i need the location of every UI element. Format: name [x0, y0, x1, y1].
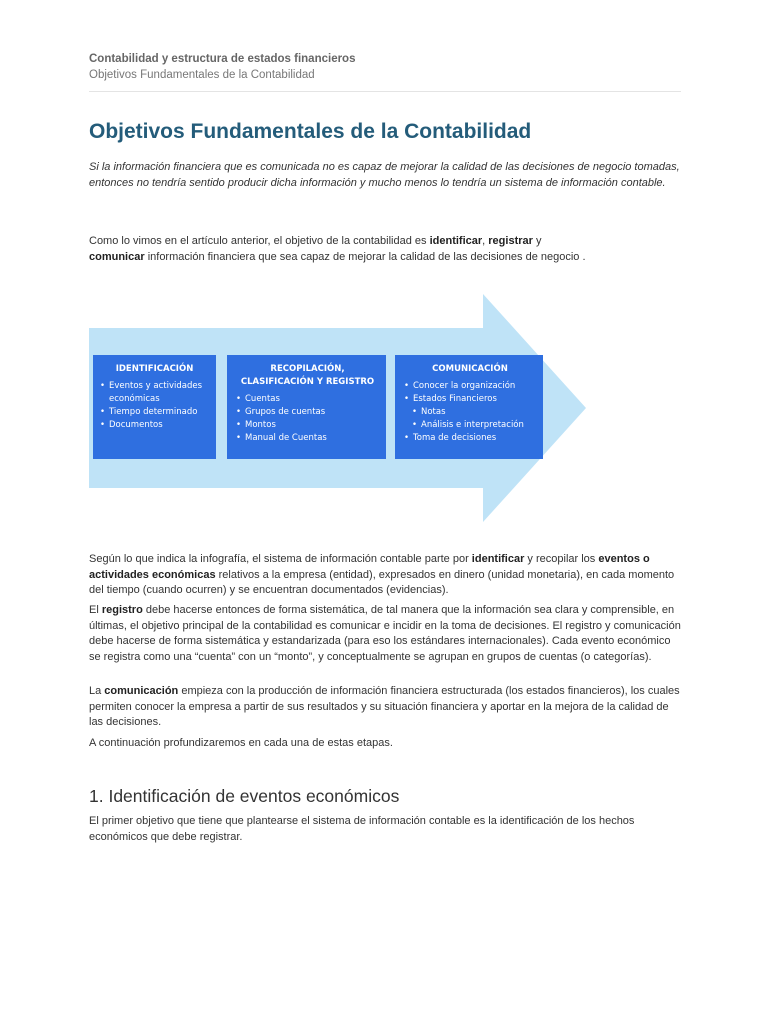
document-section-title: Objetivos Fundamentales de la Contabilidad — [89, 69, 315, 81]
box-item-list — [99, 380, 210, 432]
paragraph-text: y recopilar los — [524, 553, 599, 565]
box-title — [99, 363, 210, 376]
bold-term: identificar — [429, 235, 483, 247]
bold-term: comunicar — [89, 250, 145, 263]
paragraph-continuacion: A continuación profundizaremos en cada una de estas etapas. — [89, 737, 393, 749]
list-subitem: • Notas — [403, 406, 537, 419]
list-item: • Grupos de cuentas — [235, 406, 380, 419]
list-item: • Montos — [235, 419, 380, 432]
paragraph-text: La — [89, 685, 105, 697]
box-title-line: COMUNICACIÓN — [432, 364, 508, 374]
document-collection-title[interactable]: Contabilidad y estructura de estados financieros — [89, 53, 356, 65]
bold-term: identificar — [471, 553, 525, 565]
list-item: • Tiempo determinado — [99, 406, 210, 419]
box-identificacion — [93, 355, 216, 459]
list-item: • Estados Financieros — [403, 393, 537, 406]
list-item: • Toma de decisiones — [403, 432, 537, 445]
header-divider — [89, 91, 681, 92]
list-item: • Manual de Cuentas — [235, 432, 380, 445]
paragraph-text: , — [482, 235, 489, 247]
bold-term: eventos o actividades económicas — [89, 553, 650, 581]
paragraph-registro — [89, 603, 681, 665]
list-item: • Eventos y actividades — [99, 380, 210, 393]
bold-term: registrar — [488, 235, 533, 247]
paragraph-text: información financiera que sea capaz de mejorar la calidad de las decisiones de negocio . — [144, 250, 586, 263]
paragraph-text: relativos a la empresa (entidad), expresados en dinero (unidad monetaria), en cada momento del tiempo (cuando ocurren) y se encuentran documentados (evidencias). — [89, 568, 675, 596]
paragraph-primer-objetivo: El primer objetivo que tiene que plantearse el sistema de información contable es la identificación de los hechos económicos que debe registrar. — [89, 815, 635, 843]
box-title-line: IDENTIFICACIÓN — [115, 364, 194, 374]
list-item: • Conocer la organización — [403, 380, 537, 393]
paragraph-text: El — [89, 604, 102, 616]
bold-term: registro — [101, 604, 143, 616]
list-item: • Documentos — [99, 419, 210, 432]
paragraph-text: empieza con la producción de información financiera estructurada (los estados financieros), los cuales permiten conocer la empresa a partir de sus resultados y su situación financiera y aportar en la mejora de la calidad de las decisiones. — [89, 685, 680, 728]
list-item-continuation: económicas — [109, 394, 160, 404]
paragraph-comunicacion — [89, 684, 681, 731]
page-title: Objetivos Fundamentales de la Contabilidad — [89, 120, 532, 143]
box-item-list — [403, 380, 537, 445]
paragraph-text: y — [532, 235, 542, 247]
box-item-list — [235, 393, 380, 445]
list-subitem: • Análisis e interpretación — [403, 419, 537, 432]
paragraph-text: Según lo que indica la infografía, el sistema de información contable parte por — [89, 553, 472, 565]
list-item: • Cuentas — [235, 393, 380, 406]
box-title-line: RECOPILACIÓN, — [270, 364, 345, 374]
box-recopilacion — [227, 355, 386, 459]
bold-term: comunicación — [104, 685, 179, 697]
intro-quote: Si la información financiera que es comunicada no es capaz de mejorar la calidad de las decisiones de negocio tomadas, entonces no tendría sentido producir dicha información y mucho menos lo tendría un sistema de información contable. — [89, 161, 680, 189]
box-title-line: CLASIFICACIÓN Y REGISTRO — [240, 377, 375, 387]
section-heading-identificacion: 1. Identificación de eventos económicos — [89, 786, 400, 806]
paragraph-text: Como lo vimos en el artículo anterior, el objetivo de la contabilidad es — [89, 235, 430, 247]
paragraph-objectives — [89, 234, 681, 265]
box-comunicacion — [395, 355, 543, 459]
box-title — [235, 363, 380, 389]
accounting-process-infographic — [89, 294, 599, 522]
paragraph-identificar — [89, 552, 681, 599]
paragraph-text: debe hacerse entonces de forma sistemática, de tal manera que la información sea clara y comprensible, en últimas, el objetivo principal de la contabilidad es comunicar e incidir en la toma de decisiones. El registro y comunicación debe hacerse de forma sistemática y estandarizada (para eso los estándares internacionales). Cada evento económico se registra como una “cuenta” con un “monto”, y conceptualmente se agrupan en grupos de cuentas (o categorías). — [89, 604, 681, 663]
box-title — [403, 363, 537, 376]
